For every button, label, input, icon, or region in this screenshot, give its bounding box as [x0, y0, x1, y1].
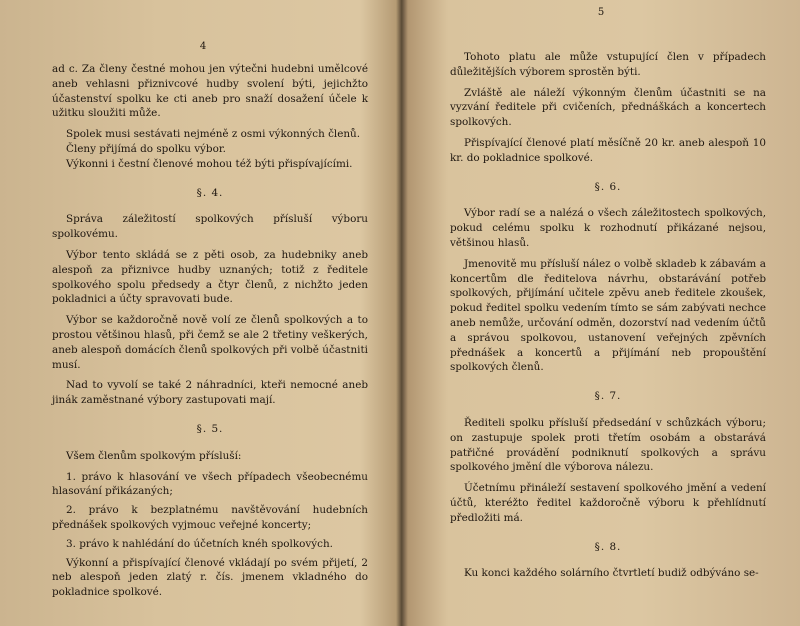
paragraph: Řediteli spolku přísluší předsedání v schůzkách výboru; on zastupuje spolek proti třetím osobám a obstarává patřičné provádění podniknutí spolkových a správu spolkového jmění dle výborova nálezu. — [450, 416, 766, 474]
paragraph: Ku konci každého solárního čtvrtletí budiž odbýváno se- — [464, 567, 759, 580]
left-page — [22, 0, 384, 626]
paragraph: Výbor se každoročně nově volí ze členů spolkových a to prostou většinou hlasů, při čemž se ale 2 třetiny veškerých, aneb alespoň domácích členů spolkových při volbě účastniti musí. — [52, 314, 368, 371]
right-page-content — [450, 50, 766, 587]
paragraph: Výkonní a přispívající členové vkládají po svém přijetí, 2 neb alespoň jeden zlatý r. čís. jmenem vkladného do pokladnice spolkové. — [52, 556, 368, 599]
left-page-number: 4 — [199, 41, 207, 52]
section-heading: §. 4. — [196, 186, 224, 199]
paragraph: Zvláště ale náleží výkonným členům účastniti se na vyzvání ředitele při cvičeních, přednáškách a koncertech spolkových. — [450, 86, 766, 129]
paragraph: Spolek musi sestávati nejméně z osmi výkonných členů. — [66, 128, 361, 141]
right-page — [420, 0, 782, 626]
right-page-number: 5 — [597, 7, 605, 18]
paragraph: Přispívající členové platí měsíčně 20 kr. aneb alespoň 10 kr. do pokladnice spolkové. — [450, 136, 766, 164]
paragraph: Všem členům spolkovým přísluší: — [66, 449, 242, 462]
section-heading: §. 6. — [594, 180, 622, 193]
list-item: 3. právo k nahlédání do účetních knéh spolkových. — [66, 537, 333, 550]
section-heading: §. 8. — [594, 540, 622, 553]
section-heading: §. 7. — [594, 390, 622, 403]
paragraph: Výbor tento skládá se z pěti osob, za hudebniky aneb alespoň za přiznivce hudby uznaných; totiž z ředitele spolkového spolu předsedy a čtyr členů, z nichžto jeden pokladnici a účty spravovati bude. — [52, 248, 368, 306]
paragraph: Správa záležitostí spolkových přísluší výboru spolkovému. — [52, 213, 368, 241]
paragraph: Členy přijímá do spolku výbor. — [66, 142, 226, 155]
list-item: 2. právo k bezplatnému navštěvování hudebních přednášek spolkových vyjmouc veřejné koncerty; — [52, 504, 368, 531]
section-heading: §. 5. — [196, 422, 224, 435]
paragraph: Jmenovitě mu přísluší nález o volbě skladeb k zábavám a koncertům dle ředitelova návrhu, obstarávání potřeb spolkových, přijímání učitele zpěvu aneb ředitele zkoušek, pokud ředitel spolku vedením tímto se sám zabývati nechce aneb nemůže, určování odměn, dozorství nad vedením účtů a správou spolkovou, ustanovení veřejných zpěvních přednášek a koncertů a přijímání neb propouštění spolkových členů. — [450, 257, 766, 374]
paragraph: Účetnímu přináleží sestavení spolkového jmění a vedení účtů, kteréžto ředitel každoročně výboru k přehlídnutí předložiti má. — [450, 482, 766, 524]
paragraph: Výbor radí se a nalézá o všech záležitostech spolkových, pokud celému spolku k rozhodnutí přikázané nejsou, většinou hlasů. — [450, 207, 766, 249]
list-item: 1. právo k hlasování ve všech případech všeobecnému hlasování přikázaných; — [52, 470, 368, 498]
paragraph: Nad to vyvolí se také 2 náhradníci, kteři nemocné aneb jinák zaměstnané výbory zastupovati mají. — [52, 379, 368, 407]
paragraph: ad c. Za členy čestné mohou jen výtečni hudebni umělcové aneb vehlasni přiznivcové hudby svolení býti, jejichžto účastenství spolku ke cti aneb pro snaží dosažení účele k užitku sloužiti může. — [52, 63, 368, 120]
paragraph: Tohoto platu ale může vstupující člen v případech důležitějších výborem sprostěn býti. — [450, 51, 766, 78]
paragraph: Výkonni i čestní členové mohou též býti přispívajícími. — [66, 157, 353, 170]
left-page-content — [52, 62, 368, 606]
